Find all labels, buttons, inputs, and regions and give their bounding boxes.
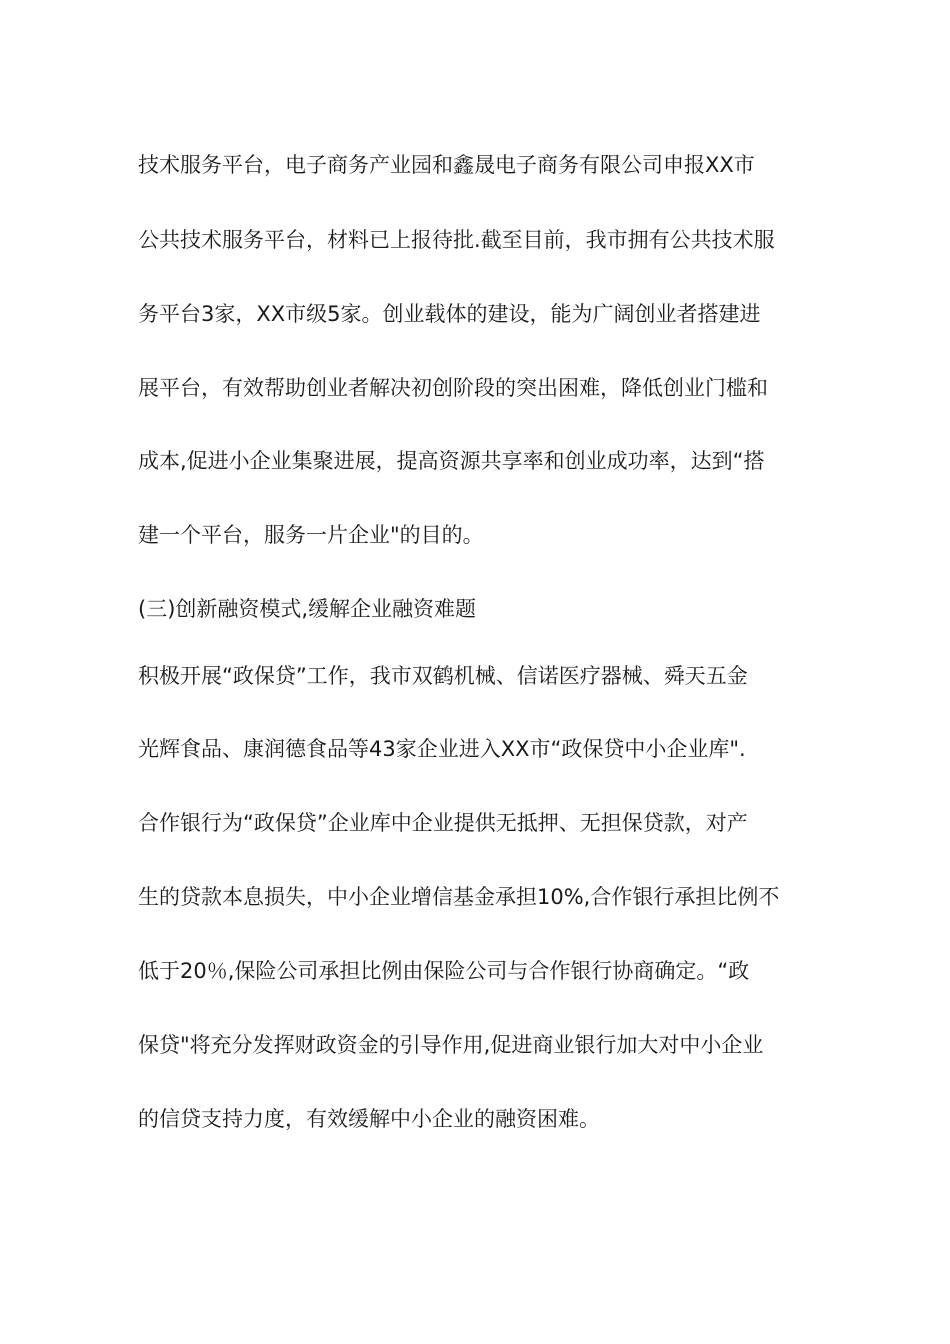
text-line: 合作银行为“政保贷”企业库中企业提供无抵押、无担保贷款，对产 bbox=[138, 811, 748, 835]
text-line: 技术服务平台，电子商务产业园和鑫晟电子商务有限公司申报XX市 bbox=[138, 153, 755, 177]
text-line: 积极开展“政保贷”工作，我市双鹤机械、信诺医疗器械、舜天五金 bbox=[138, 664, 748, 688]
text-line: 低于20％,保险公司承担比例由保险公司与合作银行协商确定。“政 bbox=[138, 959, 750, 983]
text-line: 展平台，有效帮助创业者解决初创阶段的突出困难，降低创业门槛和 bbox=[138, 376, 768, 400]
text-line: 成本,促进小企业集聚进展，提高资源共享率和创业成功率，达到“搭 bbox=[138, 449, 765, 473]
section-heading: (三)创新融资模式,缓解企业融资难题 bbox=[138, 597, 477, 621]
text-line: 建一个平台，服务一片企业"的目的。 bbox=[138, 523, 484, 547]
text-line: 的信贷支持力度，有效缓解中小企业的融资困难。 bbox=[138, 1107, 600, 1131]
text-line: 务平台3家，XX市级5家。创业载体的建设，能为广阔创业者搭建进 bbox=[138, 302, 761, 326]
text-line: 公共技术服务平台，材料已上报待批.截至目前，我市拥有公共技术服 bbox=[138, 228, 775, 252]
text-line: 生的贷款本息损失，中小企业增信基金承担10%,合作银行承担比例不 bbox=[138, 885, 780, 909]
text-line: 光辉食品、康润德食品等43家企业进入XX市“政保贷中小企业库". bbox=[138, 737, 746, 761]
text-line: 保贷"将充分发挥财政资金的引导作用,促进商业银行加大对中小企业 bbox=[138, 1033, 764, 1057]
